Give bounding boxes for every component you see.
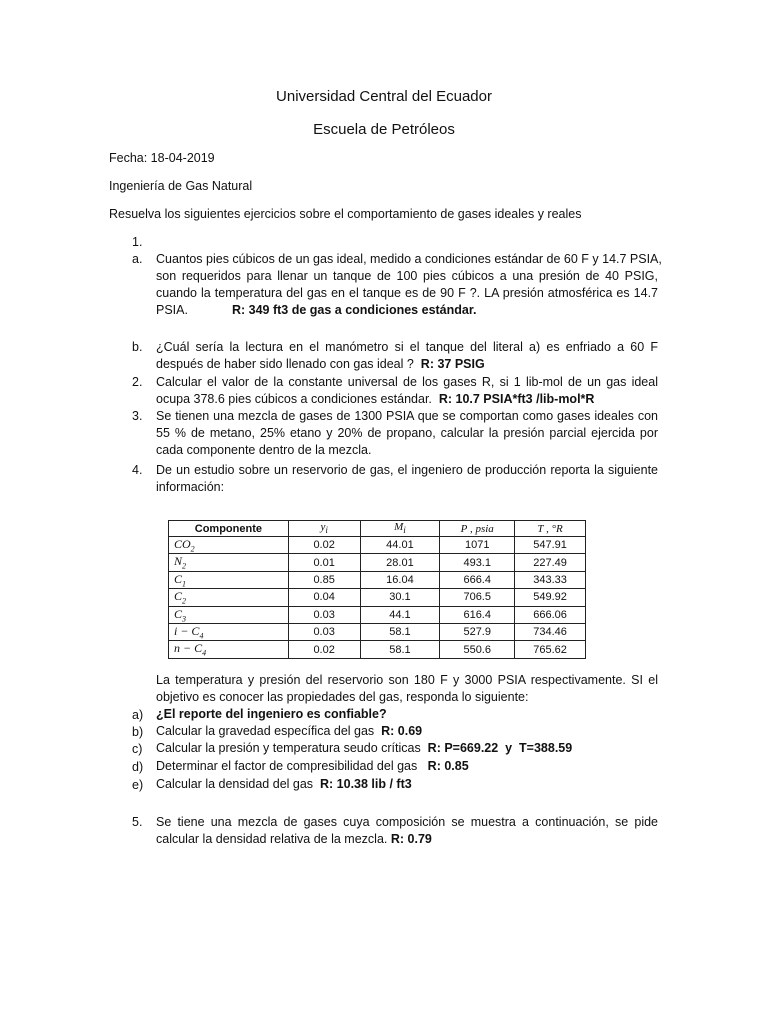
problem-5-last-line [156,831,658,848]
header-m-text: M [394,521,404,534]
question-e-answer: R: 10.38 lib / ft3 [320,777,412,791]
component-subscript: 1 [182,579,187,589]
component-name: C [174,589,183,604]
component-subscript: 3 [182,613,187,623]
header-critical-temperature [515,521,586,537]
component-cell [169,623,289,640]
table-row [169,641,586,658]
critical-pressure-cell: 706.5 [440,589,515,606]
critical-pressure-cell: 666.4 [440,571,515,588]
problem-1b-marker: b. [132,340,143,354]
header-molecular-weight [360,521,440,537]
molecular-weight-cell: 44.01 [360,537,440,554]
critical-pressure-cell: 493.1 [440,554,515,571]
header-m-sub: i [403,525,406,536]
critical-temperature-cell: 549.92 [515,589,586,606]
problem-1-number: 1. [132,235,143,249]
molecular-weight-cell: 28.01 [360,554,440,571]
molecular-weight-cell: 30.1 [360,589,440,606]
problem-2-last-text: ocupa 378.6 pies cúbicos a condiciones estándar. [156,392,432,406]
table-row [169,606,586,623]
question-e-marker: e) [132,778,144,792]
molecular-weight-cell: 58.1 [360,623,440,640]
mole-fraction-cell: 0.02 [288,537,360,554]
problem-2-line: Calcular el valor de la constante universal de los gases R, si 1 lib-mol de un gas ideal [156,375,658,389]
component-cell [169,606,289,623]
critical-temperature-cell: 227.49 [515,554,586,571]
critical-temperature-cell: 734.46 [515,623,586,640]
question-c-line [156,741,572,755]
table-header-row [169,521,586,537]
question-b-line [156,724,422,738]
header-y-sub: i [325,525,328,536]
instructions-line: Resuelva los siguientes ejercicios sobre el comportamiento de gases ideales y reales [109,207,582,221]
problem-1a-line: Cuantos pies cúbicos de un gas ideal, medido a condiciones estándar de 60 F y 14.7 PSIA, [156,252,662,266]
problem-4-line: De un estudio sobre un reservorio de gas, el ingeniero de producción reporta la siguiente [156,463,658,477]
problem-1a-line: son requeridos para llenar un tanque de 100 pies cúbicos a una presión de 40 PSIG, [156,269,658,283]
critical-temperature-cell: 765.62 [515,641,586,658]
problem-2-last-line [156,391,658,408]
question-d-text: Determinar el factor de compresibilidad del gas [156,759,418,773]
component-cell [169,641,289,658]
problem-4-text [156,462,658,496]
course-line: Ingeniería de Gas Natural [109,179,253,193]
problem-1b-last-line [156,356,658,373]
critical-temperature-cell: 666.06 [515,606,586,623]
problem-5-text [156,814,658,848]
problem-1a-line: cuando la temperatura del gas en el tanque es de 90 F ?. LA presión atmosférica es 14.7 [156,286,658,300]
question-c-marker: c) [132,742,143,756]
reservoir-line: La temperatura y presión del reservorio son 180 F y 3000 PSIA respectivamente. SI el [156,673,658,687]
question-d-marker: d) [132,760,144,774]
mole-fraction-cell: 0.04 [288,589,360,606]
problem-4-marker: 4. [132,463,143,477]
mole-fraction-cell: 0.03 [288,623,360,640]
school-title: Escuela de Petróleos [313,121,455,138]
table-row [169,623,586,640]
component-cell [169,589,289,606]
problem-1a-last-text: PSIA. [156,303,188,317]
mole-fraction-cell: 0.85 [288,571,360,588]
problem-3-line: Se tienen una mezcla de gases de 1300 PSIA que se comportan como gases ideales con [156,409,658,423]
problem-5-answer: R: 0.79 [390,832,432,846]
problem-2-answer: R: 10.7 PSIA*ft3 /lib-mol*R [438,392,595,406]
component-subscript: 2 [190,544,195,554]
critical-temperature-cell: 547.91 [515,537,586,554]
header-mole-fraction [288,521,360,537]
problem-2-marker: 2. [132,375,143,389]
table-row [169,589,586,606]
composition-table [168,520,586,659]
problem-1b-answer: R: 37 PSIG [420,357,485,371]
problem-1b-text [156,339,658,373]
question-e-text: Calcular la densidad del gas [156,777,314,791]
problem-3-last-line: cada componente dentro de la mezcla. [156,443,372,457]
molecular-weight-cell: 44.1 [360,606,440,623]
problem-1a-last-line [156,302,658,319]
header-critical-pressure [440,521,515,537]
problem-5-last-text: calcular la densidad relativa de la mezcla. [156,832,388,846]
problem-3-text [156,408,658,459]
question-c-text: Calcular la presión y temperatura seudo críticas [156,741,421,755]
problem-4-last-line: información: [156,480,225,494]
component-name: C [174,571,183,586]
question-a-text: ¿El reporte del ingeniero es confiable? [156,707,387,721]
mole-fraction-cell: 0.03 [288,606,360,623]
problem-5-marker: 5. [132,815,143,829]
problem-2-text [156,374,658,408]
component-subscript: 4 [202,648,207,658]
problem-1a-marker: a. [132,252,143,266]
critical-pressure-cell: 550.6 [440,641,515,658]
question-a-marker: a) [132,708,144,722]
problem-1b-line: ¿Cuál sería la lectura en el manómetro si el tanque del literal a) es enfriado a 60 F [156,340,658,354]
component-cell [169,554,289,571]
question-b-marker: b) [132,725,144,739]
reservoir-text [156,672,658,706]
mole-fraction-cell: 0.01 [288,554,360,571]
component-name: n − C [174,641,203,656]
component-subscript: 2 [182,561,187,571]
date-line: Fecha: 18-04-2019 [109,151,215,165]
component-subscript: 4 [199,631,204,641]
question-b-answer: R: 0.69 [381,724,423,738]
molecular-weight-cell: 16.04 [360,571,440,588]
component-name: C [174,606,183,621]
component-name: N [174,554,183,569]
problem-1a-answer: R: 349 ft3 de gas a condiciones estándar. [231,303,477,317]
component-name: i − C [174,623,200,638]
question-b-text: Calcular la gravedad específica del gas [156,724,375,738]
critical-pressure-cell: 527.9 [440,623,515,640]
mole-fraction-cell: 0.02 [288,641,360,658]
problem-3-marker: 3. [132,409,143,423]
header-y-text: y [320,521,326,534]
problem-3-line: 55 % de metano, 25% etano y 20% de propano, calcular la presión parcial ejercida por [156,426,658,440]
component-subscript: 2 [182,596,187,606]
question-d-line [156,759,469,773]
table-row [169,537,586,554]
critical-temperature-cell: 343.33 [515,571,586,588]
critical-pressure-cell: 1071 [440,537,515,554]
university-title: Universidad Central del Ecuador [276,88,492,105]
critical-pressure-cell: 616.4 [440,606,515,623]
header-tc-text: T , °R [537,522,563,535]
problem-1b-last-text: después de haber sido llenado con gas ideal ? [156,357,414,371]
component-cell [169,537,289,554]
reservoir-last-line: objetivo es conocer las propiedades del gas, responda lo siguiente: [156,690,529,704]
component-name: CO [174,537,191,551]
question-d-answer: R: 0.85 [427,759,469,773]
table-row [169,554,586,571]
question-e-line [156,777,412,791]
header-component [169,521,289,537]
header-component-text: Componente [194,522,262,535]
problem-1a-text [156,251,662,319]
table-row [169,571,586,588]
molecular-weight-cell: 58.1 [360,641,440,658]
question-c-answer: R: P=669.22 y T=388.59 [427,741,573,755]
component-cell [169,571,289,588]
problem-5-line: Se tiene una mezcla de gases cuya composición se muestra a continuación, se pide [156,815,658,829]
header-pc-text: P , psia [460,522,494,535]
